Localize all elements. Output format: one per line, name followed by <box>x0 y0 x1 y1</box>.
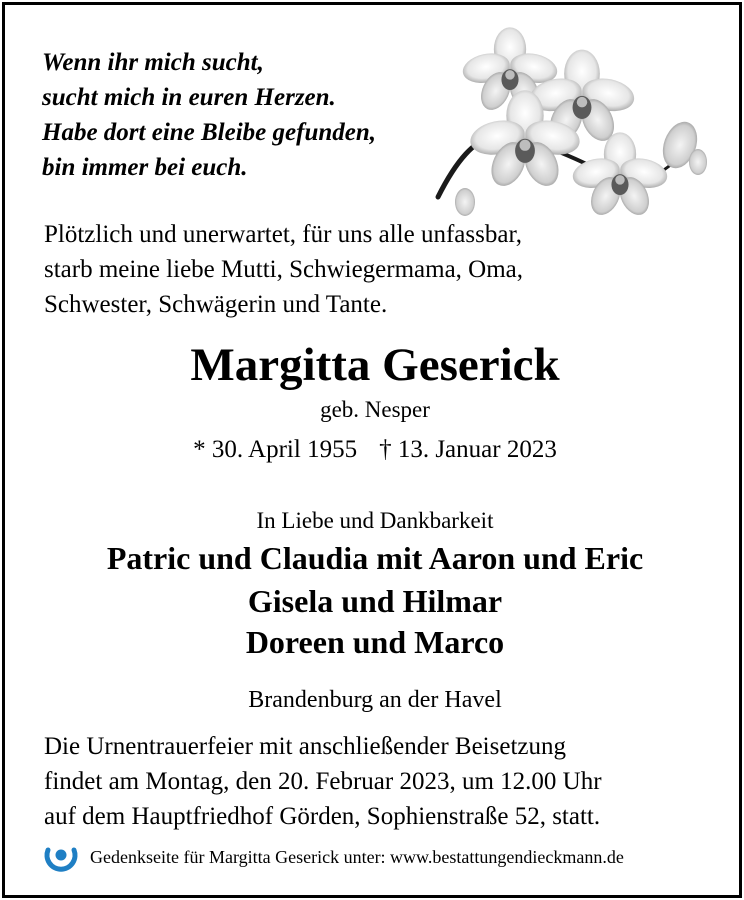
mourners-intro: In Liebe und Dankbarkeit <box>256 508 494 533</box>
poem-line: Habe dort eine Bleibe gefunden, <box>42 119 376 146</box>
birth-name: geb. Nesper <box>320 397 430 422</box>
deceased-name: Margitta Geserick <box>190 339 560 391</box>
intro-line: Plötzlich und unerwartet, für uns alle unfassbar, <box>44 221 523 248</box>
poem-line: Wenn ihr mich sucht, <box>42 49 264 76</box>
birth-date: * 30. April 1955 <box>193 436 358 463</box>
mourner-family: Doreen und Marco <box>245 624 505 660</box>
intro-line: starb meine liebe Mutti, Schwiegermama, Oma, <box>44 256 524 283</box>
death-date: † 13. Januar 2023 <box>379 436 557 463</box>
service-line: findet am Montag, den 20. Februar 2023, um 12.00 Uhr <box>44 768 602 795</box>
obituary-card <box>2 2 742 898</box>
poem-line: sucht mich in euren Herzen. <box>42 84 336 111</box>
crescent-logo-icon <box>44 840 78 874</box>
mourners-city: Brandenburg an der Havel <box>248 687 502 713</box>
footer <box>44 841 624 873</box>
orchid-flowers-icon <box>430 27 720 227</box>
service-line: Die Urnentrauerfeier mit anschließender Beisetzung <box>44 733 566 760</box>
memorial-page-text: Gedenkseite für Margitta Geserick unter: www.bestattungendieckmann.de <box>90 846 624 867</box>
intro-text <box>44 217 523 322</box>
service-line: auf dem Hauptfriedhof Görden, Sophienstraße 52, statt. <box>44 803 601 830</box>
intro-line: Schwester, Schwägerin und Tante. <box>44 291 388 318</box>
service-info <box>44 729 602 834</box>
mourner-family: Gisela und Hilmar <box>247 583 503 619</box>
life-dates <box>5 436 744 464</box>
mourner-family: Patric und Claudia mit Aaron und Eric <box>106 540 644 576</box>
poem-line: bin immer bei euch. <box>42 154 248 181</box>
poem <box>42 45 376 185</box>
